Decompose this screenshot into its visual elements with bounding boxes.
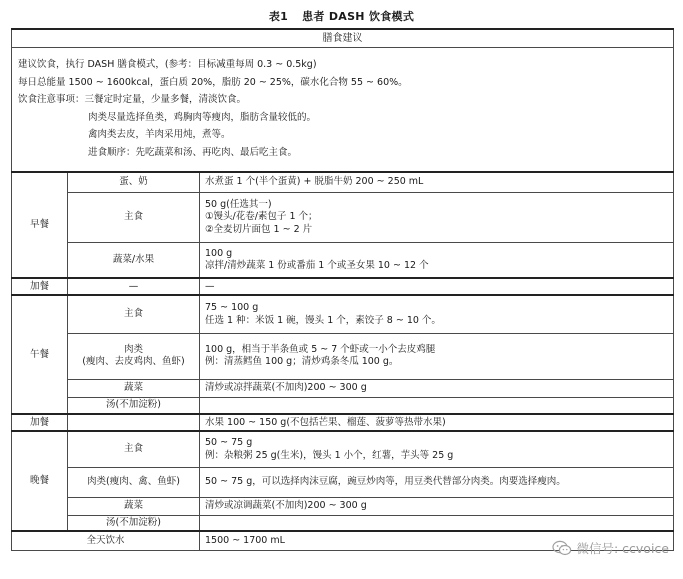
content-line: 任选 1 种：米饭 1 碗，馒头 1 个，素饺子 8 ~ 10 个。 [205, 314, 441, 326]
meal-snack-1: 加餐 [12, 278, 68, 295]
content-line: 50 g(任选其一) [205, 198, 272, 210]
content-cell: 清炒或凉拌蔬菜(不加肉)200 ~ 300 g [200, 379, 674, 397]
content-cell [200, 515, 674, 531]
table-title: 患者 DASH 饮食模式 [302, 10, 415, 23]
content-line: 水煮蛋 1 个(半个蛋黄) + 脱脂牛奶 200 ~ 250 mL [205, 176, 424, 188]
table-row [12, 192, 674, 242]
category-cell: 蛋、奶 [68, 172, 200, 192]
table-caption [0, 8, 683, 24]
table-row [12, 242, 674, 278]
content-cell [200, 295, 674, 333]
intro-line: 肉类尽量选择鱼类，鸡胸肉等瘦肉，脂肪含量较低的。 [88, 111, 317, 123]
meal-breakfast: 早餐 [12, 172, 68, 278]
table-row [12, 278, 674, 295]
content-line: 100 g，相当于半条鱼或 5 ~ 7 个虾或一小个去皮鸡腿 [205, 343, 436, 355]
water-label: 全天饮水 [12, 531, 200, 550]
table-row [12, 379, 674, 397]
category-cell: 主食 [68, 431, 200, 467]
content-cell [200, 431, 674, 467]
table-number: 表1 [268, 10, 289, 23]
intro-cell [12, 48, 674, 173]
intro-line: 禽肉类去皮，羊肉采用炖，煮等。 [88, 129, 231, 141]
intro-line: 建议饮食，执行 DASH 膳食模式，(参考：目标减重每周 0.3 ~ 0.5kg) [18, 59, 317, 70]
category-line: (瘦肉、去皮鸡肉、鱼虾) [82, 356, 185, 368]
content-line: 例：清蒸鳕鱼 100 g；清炒鸡条冬瓜 100 g。 [205, 356, 399, 368]
category-cell: 主食 [68, 295, 200, 333]
table-row [12, 497, 674, 515]
water-content: 1500 ~ 1700 mL [200, 531, 674, 550]
content-line: 例：杂粮粥 25 g(生米)，馒头 1 小个，红薯，芋头等 25 g [205, 449, 454, 461]
category-cell: 汤(不加淀粉) [68, 397, 200, 414]
wechat-icon [552, 540, 572, 556]
content-cell [200, 333, 674, 379]
category-cell: 主食 [68, 192, 200, 242]
content-line: ②全麦切片面包 1 ~ 2 片 [205, 223, 313, 235]
table-row [12, 333, 674, 379]
content-line: 100 g [205, 247, 233, 259]
content-cell: 50 ~ 75 g，可以选择肉沫豆腐，豌豆炒肉等，用豆类代替部分肉类。肉要选择瘦肉。 [200, 467, 674, 497]
content-cell: — [200, 278, 674, 295]
category-cell [68, 414, 200, 431]
content-line: ①馒头/花卷/素包子 1 个； [205, 211, 318, 223]
category-cell [68, 333, 200, 379]
intro-line: 饮食注意事项：三餐定时定量，少量多餐，清淡饮食。 [18, 94, 247, 106]
meal-dinner: 晚餐 [12, 431, 68, 531]
content-cell: 清炒或凉调蔬菜(不加肉)200 ~ 300 g [200, 497, 674, 515]
content-line: 50 ~ 75 g [205, 437, 253, 449]
table-row [12, 397, 674, 414]
table-row [12, 172, 674, 192]
category-cell: 蔬菜 [68, 379, 200, 397]
intro-line: 每日总能量 1500 ~ 1600kcal，蛋白质 20%，脂肪 20 ~ 25%，碳水化合物 55 ~ 60%。 [18, 76, 408, 88]
content-cell [200, 192, 674, 242]
content-line: 75 ~ 100 g [205, 302, 259, 314]
category-line: 肉类 [123, 343, 143, 355]
category-cell: 汤(不加淀粉) [68, 515, 200, 531]
category-cell: 肉类(瘦肉、禽、鱼虾) [68, 467, 200, 497]
meal-lunch: 午餐 [12, 295, 68, 414]
content-cell [200, 397, 674, 414]
meal-snack-2: 加餐 [12, 414, 68, 431]
table-row [12, 414, 674, 431]
table-row [12, 467, 674, 497]
content-cell: 水果 100 ~ 150 g(不包括芒果、榴莲、菠萝等热带水果) [200, 414, 674, 431]
content-line: 凉拌/清炒蔬菜 1 份或番茄 1 个或圣女果 10 ~ 12 个 [205, 260, 429, 272]
category-cell: 蔬菜/水果 [68, 242, 200, 278]
header-cell: 膳食建议 [12, 29, 674, 48]
category-cell: 蔬菜 [68, 497, 200, 515]
watermark [552, 539, 669, 557]
header-row [12, 29, 674, 48]
table-row [12, 515, 674, 531]
table-row [12, 431, 674, 467]
content-cell [200, 172, 674, 192]
intro-row [12, 48, 674, 173]
category-cell: — [68, 278, 200, 295]
dash-diet-table [11, 28, 674, 551]
table-row [12, 295, 674, 333]
watermark-text: 微信号: ccvoice [576, 541, 669, 556]
content-cell [200, 242, 674, 278]
intro-line: 进食顺序：先吃蔬菜和汤、再吃肉、最后吃主食。 [88, 146, 298, 158]
